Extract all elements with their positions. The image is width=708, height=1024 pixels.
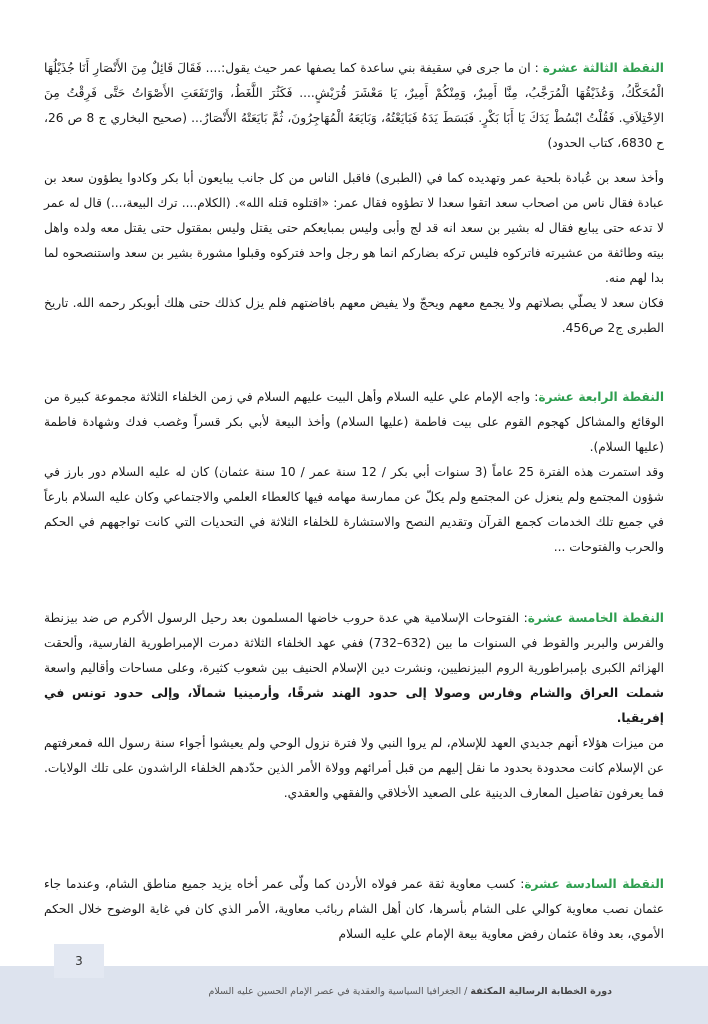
- section-heading: النقطة الثالثة عشرة: [542, 61, 664, 75]
- paragraph: من ميزات هؤلاء أنهم جديدي العهد للإسلام، لم يروا النبي ولا فترة نزول الوحي ولم يعيشوا أجواء سنة رسول الله فمعرفتهم عن الإسلام كانت محدودة بحدود ما نقل إليهم من قبل أمرائهم وولاة الأمر الذين حدّدهم الخلفاء الراشدون على تلك الولايات. فما يعرفون تفاصيل المعارف الدينية على الصعيد الأخلاقي والفقهي والعقدي.: [44, 736, 664, 800]
- paragraph: [44, 606, 664, 731]
- page-number: 3: [54, 944, 104, 978]
- paragraph-text: : كسب معاوية ثقة عمر فولاه الأردن كما ولّى عمر أخاه يزيد جميع مناطق الشام، وعندما جاء عثمان نصب معاوية كوالي على الشام بأسرها، كان أهل الشام ربائب معاوية، الأمر الذي كان في غاية الوضوح خلال الحكم الأموي، بعد وفاة عثمان رفض معاوية بيعة الإمام علي عليه السلام: [44, 877, 664, 941]
- paragraph-text: : الفتوحات الإسلامية هي عدة حروب خاضها المسلمون بعد رحيل الرسول الأكرم ص ضد بيزنطة والفرس والبربر والقوط في السنوات ما بين (632–732) ففي عهد الخلفاء الثلاثة دمرت الإمبراطورية الفارسية، وألحقت الهزائم الكبرى بإمبراطورية الروم البيزنطيين، ونشرت دين الإسلام الحنيف بين شعوب كثيرة، وعلى مساحات وأقاليم واسعة: [44, 611, 664, 675]
- paragraph: وقد استمرت هذه الفترة 25 عاماً (3 سنوات أبي بكر / 12 سنة عمر / 10 سنة عثمان) كان له عليه السلام دور بارز في شؤون المجتمع ولم ينعزل عن المجتمع ولم يكلّ عن ممارسة مهامه فيها كالعطاء العلمي والاجتماعي وكان عليه السلام بارعاً في جميع تلك الخدمات كجمع القرآن وتقديم النصح والاستشارة للخلفاء الثلاثة في التحديات التي كانت تواجههم في الحكم والحرب والفتوحات ...: [44, 465, 664, 554]
- footer-subtitle: الجغرافيا السياسية والعقدية في عصر الإمام الحسين عليه السلام: [208, 986, 462, 997]
- section-heading: النقطة الخامسة عشرة: [527, 611, 664, 625]
- paragraph: [44, 56, 664, 156]
- paragraph-text: : ان ما جرى في سقيفة بني ساعدة كما يصفها عمر حيث يقول:.... فَقَالَ قَائِلٌ مِنَ الأَنْصَارِ أَنَا جُذَيْلُهَا الْمُحَكَّكُ، وَعُذَيْقُهَا الْمُرَجَّبُ، مِنَّا أَمِيرٌ، وَمِنْكُمْ أَمِيرٌ، يَا مَعْشَرَ قُرَيْشٍ.... فَكَثُرَ اللَّغَطُ، وَارْتَفَعَتِ الأَصْوَاتُ حَتَّى فَرِقْتُ مِنَ الاِخْتِلاَفِ. فَقُلْتُ ابْسُطْ يَدَكَ يَا أَبَا بَكْرٍ. فَبَسَطَ يَدَهُ فَبَايَعْتُهُ، وَبَايَعَهُ الْمُهَاجِرُونَ، ثُمَّ بَايَعَتْهُ الأَنْصَارُ... (صحيح البخاري ج 8 ص 26، ح 6830، كتاب الحدود): [44, 61, 664, 150]
- paragraph-bold-text: شملت العراق والشام وفارس وصولا إلى حدود الهند شرقًا، وأرمينيا شمالًا، وإلى حدود تونس في إفريقيا.: [44, 686, 664, 725]
- section-14: [44, 385, 664, 560]
- footer-separator: /: [461, 986, 471, 997]
- paragraph: وأخذ سعد بن عُبادة بلحية عمر وتهديده كما في (الطبرى) فاقبل الناس من كل جانب يبايعون أبا بكر وكادوا يطؤون سعد بن عبادة فقال ناس من اصحاب سعد اتقوا سعدا لا تطؤوه فقال عمر: «اقتلوه قتله الله». (الكلام.... ترك البيعة،...) قال له عمر لا تدعه حتى يبايع فقال له بشير بن سعد انه قد لج وأبى وليس بمبايعكم حتى يقتل وليس بمقتول حتى يقتل معه ولده واهل بيته وطائفة من عشيرته فاتركوه فليس تركه بضاركم انما هو رجل واحد فتركوه وقبلوا مشورة بشير بن سعد واستنصحوه لما بدا لهم منه.: [44, 171, 664, 285]
- paragraph: [44, 872, 664, 947]
- page-body: [44, 56, 664, 947]
- section-15: [44, 606, 664, 806]
- section-13: [44, 56, 664, 341]
- paragraph-text: : واجه الإمام علي عليه السلام وأهل البيت عليهم السلام في زمن الخلفاء الثلاثة مجموعة كبيرة من الوقائع والمشاكل كهجوم القوم على بيت فاطمة (عليها السلام) وأخذ البيعة لأبي بكر قسراً وغصب فدك وشهادة فاطمة (عليها السلام).: [44, 390, 664, 454]
- course-title: دورة الخطابة الرسالية المكثفة: [470, 986, 612, 997]
- section-heading: النقطة السادسة عشرة: [524, 877, 664, 891]
- section-heading: النقطة الرابعة عشرة: [538, 390, 664, 404]
- paragraph: فكان سعد لا يصلّي بصلاتهم ولا يجمع معهم ويحجّ ولا يفيض معهم بافاضتهم فلم يزل كذلك حتى هلك أبوبكر رحمه الله. تاريخ الطبرى ج2 ص456.: [44, 296, 664, 335]
- running-footer: [208, 986, 612, 997]
- paragraph: [44, 385, 664, 460]
- section-16: [44, 872, 664, 947]
